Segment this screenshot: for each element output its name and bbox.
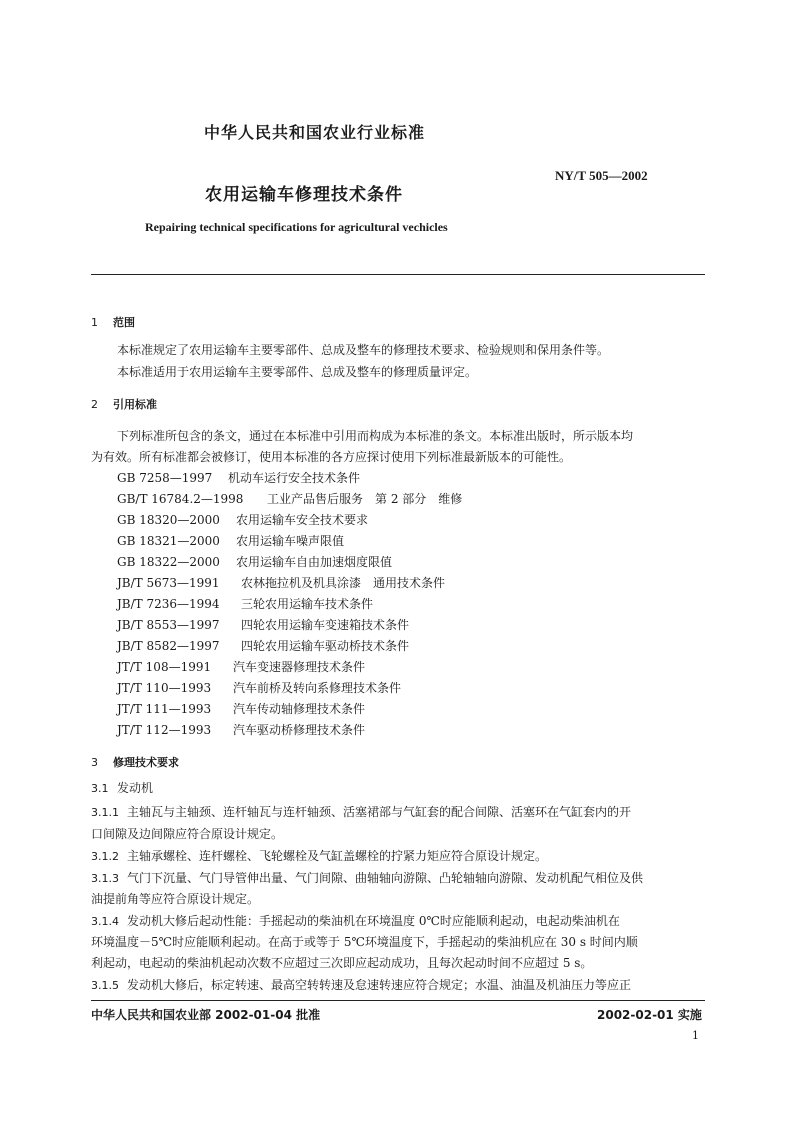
reference-item — [117, 721, 365, 738]
section-number: 3 — [91, 756, 98, 769]
reference-title: 汽车前桥及转向系修理技术条件 — [233, 681, 402, 695]
section-number: 1 — [91, 316, 98, 329]
clause-text: 主轴承螺栓、连杆螺栓、飞轮螺栓及气缸盖螺栓的拧紧力矩应符合原设计规定。 — [127, 849, 548, 863]
references-intro-line-2: 为有效。所有标准都会被修订，使用本标准的各方应探讨使用下列标准最新版本的可能性。 — [91, 450, 572, 464]
reference-item — [117, 658, 365, 675]
reference-item — [117, 511, 368, 528]
reference-title: 机动车运行安全技术条件 — [228, 471, 361, 485]
reference-title: 汽车驱动桥修理技术条件 — [233, 723, 366, 737]
section-heading-repair-requirements — [91, 754, 179, 770]
reference-item — [117, 616, 409, 633]
reference-item — [117, 595, 373, 612]
reference-code: JT/T 112—1993 — [117, 723, 212, 737]
reference-item — [117, 469, 360, 486]
reference-item — [117, 574, 445, 591]
industry-standard-heading: 中华人民共和国农业行业标准 — [204, 123, 426, 142]
clause-number: 3.1.5 — [91, 979, 119, 992]
reference-code: GB 18322—2000 — [117, 555, 220, 569]
reference-code: GB 7258—1997 — [117, 471, 213, 485]
clause-3-1-1-line-1 — [91, 802, 631, 823]
scope-paragraph-1: 本标准规定了农用运输车主要零部件、总成及整车的修理技术要求、检验规则和保用条件等。 — [117, 343, 610, 357]
reference-code: JB/T 7236—1994 — [117, 597, 220, 611]
reference-item — [117, 532, 344, 549]
clause-text: 发动机大修后起动性能：手摇起动的柴油机在环境温度 0℃时应能顺利起动，电起动柴油机在 — [127, 914, 620, 928]
clause-number: 3.1.1 — [91, 806, 119, 819]
reference-title: 农用运输车自由加速烟度限值 — [236, 555, 393, 569]
clause-3-1-1-line-2: 口间隙及边间隙应符合原设计规定。 — [91, 827, 284, 841]
reference-title: 农林拖拉机及机具涂漆 通用技术条件 — [241, 576, 446, 590]
reference-code: GB/T 16784.2—1998 — [117, 492, 244, 506]
approval-statement: 中华人民共和国农业部 2002-01-04 批准 — [91, 1008, 321, 1022]
reference-title: 农用运输车安全技术要求 — [236, 513, 369, 527]
reference-item — [117, 490, 462, 507]
document-title-english: Repairing technical specifications for agricultural vechicles — [145, 220, 448, 234]
clause-3-1-4-line-2: 环境温度－5℃时应能顺利起动。在高于或等于 5℃环境温度下，手摇起动的柴油机应在 30 s 时间内顺 — [91, 935, 638, 949]
reference-item — [117, 553, 392, 570]
clause-number: 3.1.3 — [91, 872, 119, 885]
clause-3-1-3-line-2: 油提前角等应符合原设计规定。 — [91, 892, 260, 906]
section-title: 修理技术要求 — [113, 756, 179, 769]
clause-3-1-5-line-1 — [91, 975, 631, 996]
document-title-chinese: 农用运输车修理技术条件 — [205, 185, 403, 205]
reference-code: JB/T 8553—1997 — [117, 618, 220, 632]
references-intro-line-1: 下列标准所包含的条文，通过在本标准中引用而构成为本标准的条文。本标准出版时，所示版本均 — [117, 429, 634, 443]
clause-number: 3.1.2 — [91, 850, 119, 863]
clause-3-1-4-line-1 — [91, 911, 620, 932]
reference-code: JB/T 8582—1997 — [117, 639, 220, 653]
reference-code: JT/T 110—1993 — [117, 681, 212, 695]
subsection-engine — [91, 778, 153, 799]
clause-3-1-2 — [91, 846, 547, 867]
reference-code: GB 18320—2000 — [117, 513, 220, 527]
reference-title: 汽车传动轴修理技术条件 — [233, 702, 366, 716]
clause-text: 发动机大修后，标定转速、最高空转转速及怠速转速应符合规定；水温、油温及机油压力等应正 — [127, 978, 632, 992]
reference-title: 汽车变速器修理技术条件 — [233, 660, 366, 674]
reference-item — [117, 679, 401, 696]
section-title: 范围 — [113, 316, 135, 329]
header-divider — [91, 274, 705, 275]
section-title: 引用标准 — [113, 398, 157, 411]
scope-paragraph-2: 本标准适用于农用运输车主要零部件、总成及整车的修理质量评定。 — [117, 365, 478, 379]
clause-3-1-3-line-1 — [91, 868, 643, 889]
reference-title: 农用运输车噪声限值 — [236, 534, 345, 548]
reference-item — [117, 700, 365, 717]
section-number: 2 — [91, 398, 98, 411]
reference-code: JT/T 108—1991 — [117, 660, 212, 674]
reference-title: 四轮农用运输车驱动桥技术条件 — [241, 639, 410, 653]
effective-date: 2002-02-01 实施 — [597, 1008, 702, 1022]
standard-code: NY/T 505—2002 — [555, 168, 648, 183]
page-number: 1 — [692, 1029, 699, 1042]
section-heading-scope — [91, 314, 135, 330]
subsection-title: 发动机 — [117, 781, 154, 795]
reference-code: GB 18321—2000 — [117, 534, 220, 548]
reference-item — [117, 637, 409, 654]
reference-code: JT/T 111—1993 — [117, 702, 212, 716]
reference-title: 三轮农用运输车技术条件 — [241, 597, 374, 611]
clause-text: 气门下沉量、气门导管伸出量、气门间隙、曲轴轴向游隙、凸轮轴轴向游隙、发动机配气相位及供 — [127, 871, 644, 885]
clause-number: 3.1.4 — [91, 915, 119, 928]
section-heading-references — [91, 396, 157, 412]
reference-title: 四轮农用运输车变速箱技术条件 — [241, 618, 410, 632]
clause-text: 主轴瓦与主轴颈、连杆轴瓦与连杆轴颈、活塞裙部与气缸套的配合间隙、活塞环在气缸套内的开 — [127, 805, 632, 819]
footer-divider — [91, 1000, 705, 1001]
reference-title: 工业产品售后服务 第 2 部分 维修 — [267, 492, 463, 506]
clause-number: 3.1 — [91, 782, 109, 795]
clause-3-1-4-line-3: 利起动，电起动的柴油机起动次数不应超过三次即应起动成功，且每次起动时间不应超过 5 s。 — [91, 956, 593, 970]
reference-code: JB/T 5673—1991 — [117, 576, 220, 590]
